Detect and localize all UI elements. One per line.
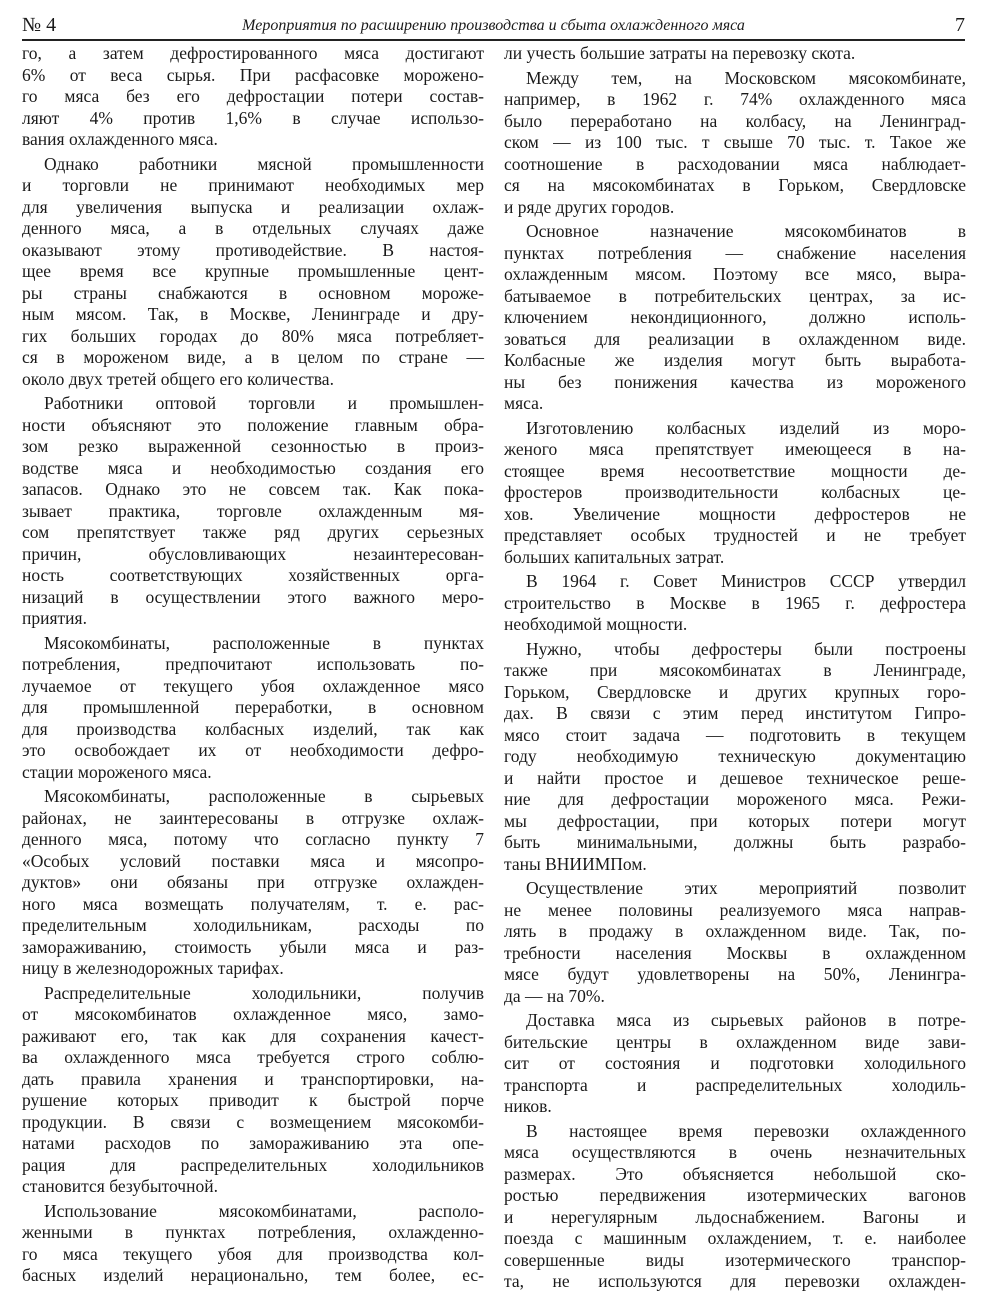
paragraph (22, 786, 484, 980)
text-line: рушение которых приводит к быстрой порче (22, 1090, 484, 1110)
text-line: натами расходов по замораживанию эта опе- (22, 1133, 484, 1153)
text-line: быть минимальными, должны быть разрабо- (504, 832, 966, 852)
text-line: ны без понижения качества из мороженого (504, 371, 966, 392)
text-line: ся в мороженом виде, а в целом по стране — (22, 347, 484, 367)
text-line: от мясокомбинатов охлажденное мясо, замо- (22, 1004, 484, 1024)
text-line: Основное назначение мясокомбинатов в (526, 221, 966, 241)
text-line: необходимой мощности. (504, 614, 688, 634)
text-line: пунктах потребления — снабжение населения (504, 242, 966, 263)
text-line: например, в 1962 г. 74% охлажденного мяса (504, 89, 966, 109)
text-line: также при мясокомбинатах в Ленинграде, (504, 660, 966, 680)
text-line: Однако работники мясной промышленности (44, 153, 484, 174)
text-line: транспорта и распределительных холодиль- (504, 1074, 966, 1095)
text-line: Распределительные холодильники, получив (44, 982, 484, 1003)
page-number: 7 (955, 14, 965, 36)
text-line: ли учесть большие затраты на перевозку скота. (504, 43, 856, 63)
paragraph (504, 43, 966, 65)
text-line: сит от состояния и подготовки холодильного (504, 1053, 966, 1073)
text-line: ском — из 100 тыс. т свыше 70 тыс. т. Такое же (504, 132, 966, 152)
text-line: го мяса текущего убоя для производства кол- (22, 1243, 484, 1264)
text-line: мы дефростации, при которых потери могут (504, 810, 966, 831)
text-line: ся на мясокомбинатах в Горьком, Свердловске (504, 175, 966, 195)
text-line: строительство в Москве в 1965 г. дефростера (504, 592, 966, 613)
text-line: ва охлажденного мяса требуется строго соблю- (22, 1047, 484, 1067)
text-line: для промышленной переработки, в основном (22, 697, 484, 717)
text-line: мясе будут удовлетворены на 50%, Ленингра- (504, 964, 966, 984)
text-line: лять в продажу в охлажденном виде. Так, по- (504, 921, 966, 941)
text-line: ростью передвижения изотермических вагонов (504, 1185, 966, 1205)
paragraph (22, 1201, 484, 1287)
text-line: требности населения Москвы в охлажденном (504, 942, 966, 963)
text-line: совершенные виды изотермического транспор- (504, 1249, 966, 1270)
text-line: становится безубыточной. (22, 1176, 218, 1196)
text-line: сом препятствует также ряд других серьезных (22, 522, 484, 542)
issue-number: № 4 (22, 14, 57, 36)
text-line: В настоящее время перевозки охлажденного (526, 1120, 966, 1141)
text-line: соотношение в расходовании мяса наблюдает- (504, 153, 966, 174)
text-line: рация для распределительных холодильников (22, 1154, 484, 1175)
text-line: пределительным холодильникам, расходы по (22, 915, 484, 935)
text-line: зоваться для реализации в охлажденном виде. (504, 328, 966, 349)
text-line: фростеров производительности колбасных це- (504, 482, 966, 502)
text-line: было переработано на колбасу, на Ленинград- (504, 110, 966, 131)
right-column (504, 43, 966, 1296)
paragraph (504, 68, 966, 219)
text-line: денного мяса, а в отдельных случаях даже (22, 218, 484, 238)
text-line: зом резко выраженной сезонностью в произ- (22, 436, 484, 456)
text-line: батываемое в потребительских центрах, за ис- (504, 285, 966, 306)
text-line: ницу в железнодорожных тарифах. (22, 958, 284, 978)
text-line: басных изделий нерационально, тем более, ес- (22, 1265, 484, 1285)
left-column (22, 43, 484, 1290)
text-line: хов. Увеличение мощности дефростеров не (504, 503, 966, 524)
text-line: мяса осуществляются в очень незначительных (504, 1142, 966, 1162)
paragraph (504, 1010, 966, 1118)
text-line: го мяса без его дефростации потери состав- (22, 86, 484, 106)
text-line: го, а затем дефростированного мяса достигают (22, 43, 484, 63)
paragraph (22, 393, 484, 630)
text-line: Между тем, на Московском мясокомбинате, (526, 67, 966, 88)
header-rule (22, 39, 965, 41)
text-line: районах, не заинтересованы в отгрузке охлаж- (22, 807, 484, 828)
text-line: Мясокомбинаты, расположенные в пунктах (44, 632, 484, 653)
text-line: бительские центры в охлажденном виде зави- (504, 1031, 966, 1052)
text-line: Мясокомбинаты, расположенные в сырьевых (44, 786, 484, 806)
text-line: щее время все крупные промышленные цент- (22, 261, 484, 281)
text-line: ние для дефростации мороженого мяса. Режи- (504, 789, 966, 809)
text-line: для увеличения выпуска и реализации охлаж- (22, 196, 484, 217)
text-line: Использование мясокомбинатами, располо- (44, 1200, 484, 1221)
running-title: Мероприятия по расширению производства и сбыта охлажденного мяса (242, 17, 745, 34)
text-line: ры страны снабжаются в основном мороже- (22, 282, 484, 303)
text-line: размерах. Это объясняется небольшой ско- (504, 1163, 966, 1184)
text-line: дуктов» они обязаны при отгрузке охлажден- (22, 872, 484, 892)
text-line: запасов. Однако это не совсем так. Как пока- (22, 479, 484, 499)
text-line: ключением некондиционного, должно исполь- (504, 307, 966, 327)
text-line: и ряде других городов. (504, 196, 675, 217)
paragraph (504, 221, 966, 415)
text-line: Доставка мяса из сырьевых районов в потре- (526, 1010, 966, 1030)
text-line: Колбасные же изделия могут быть выработа- (504, 350, 966, 370)
text-line: причин, обусловливающих незаинтересован- (22, 543, 484, 564)
text-line: дах. В связи с этим перед институтом Гипро- (504, 703, 966, 723)
text-line: зывает практика, торговле охлажденным мя- (22, 500, 484, 521)
text-line: представляет особых трудностей и не требует (504, 525, 966, 545)
text-line: Нужно, чтобы дефростеры были построены (526, 638, 966, 659)
text-line: 6% от веса сырья. При расфасовке морожено- (22, 64, 484, 85)
text-line: лучаемое от текущего убоя охлажденное мясо (22, 675, 484, 696)
text-line: Осуществление этих мероприятий позволит (526, 878, 966, 898)
text-line: дать правила хранения и транспортировки, на- (22, 1068, 484, 1089)
text-line: водстве мяса и необходимостью создания его (22, 457, 484, 478)
text-line: поезда с машинным охлаждением, т. е. наиболее (504, 1228, 966, 1248)
text-line: для производства колбасных изделий, так как (22, 718, 484, 739)
paragraph (22, 43, 484, 151)
paragraph (504, 571, 966, 636)
text-line: это освобождает их от необходимости дефро- (22, 740, 484, 760)
text-line: продукции. В связи с возмещением мясокомби- (22, 1111, 484, 1132)
page-header (22, 8, 965, 38)
text-line: замораживанию, стоимость убыли мяса и раз- (22, 936, 484, 957)
text-line: около двух третей общего его количества. (22, 368, 334, 389)
text-line: стоящее время несоответствие мощности де- (504, 460, 966, 481)
text-line: приятия. (22, 608, 87, 628)
text-line: и торговли не принимают необходимых мер (22, 175, 484, 195)
text-line: не менее половины реализуемого мяса направ- (504, 899, 966, 920)
paragraph (504, 639, 966, 876)
text-line: ности объясняют это положение главным обра- (22, 414, 484, 435)
text-line: стации мороженого мяса. (22, 761, 212, 782)
text-line: таны ВНИИМПом. (504, 853, 647, 874)
paragraph (504, 1121, 966, 1293)
text-line: мясо стоит задача — подготовить в текущем (504, 724, 966, 745)
text-line: оказывают этому противодействие. В настоя- (22, 239, 484, 260)
paragraph (22, 983, 484, 1198)
text-line: женого мяса препятствует имеющееся в на- (504, 439, 966, 459)
text-line: Работники оптовой торговли и промышлен- (44, 393, 484, 413)
text-line: ного мяса возмещать получателям, т. е. рас- (22, 893, 484, 914)
text-line: ляют 4% против 1,6% в случае использо- (22, 107, 484, 128)
text-line: вания охлажденного мяса. (22, 129, 218, 149)
text-line: ников. (504, 1096, 552, 1116)
paragraph (504, 418, 966, 569)
text-line: и нерегулярным льдоснабжением. Вагоны и (504, 1206, 966, 1227)
text-line: низаций в осуществлении этого важного меро- (22, 586, 484, 607)
text-line: ность соответствующих хозяйственных орга- (22, 565, 484, 585)
text-line: потребления, предпочитают использовать по- (22, 654, 484, 674)
text-line: В 1964 г. Совет Министров СССР утвердил (526, 571, 966, 591)
text-line: охлажденным мясом. Поэтому все мясо, выра- (504, 264, 966, 284)
text-line: да — на 70%. (504, 985, 605, 1006)
text-line: денного мяса, потому что согласно пункту 7 (22, 829, 484, 849)
text-line: Изготовлению колбасных изделий из моро- (526, 417, 966, 438)
text-line: гих больших городах до 80% мяса потребляет- (22, 325, 484, 346)
paragraph (22, 154, 484, 391)
text-line: больших капитальных затрат. (504, 546, 725, 567)
text-line: и найти простое и дешевое техническое реше- (504, 767, 966, 788)
text-line: мяса. (504, 393, 544, 413)
text-line: та, не используются для перевозки охлажден- (504, 1271, 966, 1291)
paragraph (22, 633, 484, 784)
text-line: Горьком, Свердловске и других крупных горо- (504, 681, 966, 702)
text-line: «Особых условий поставки мяса и мясопро- (22, 850, 484, 871)
text-line: году необходимую техническую документацию (504, 746, 966, 766)
text-line: ным мясом. Так, в Москве, Ленинграде и дру- (22, 304, 484, 324)
text-line: раживают его, так как для сохранения качест- (22, 1025, 484, 1046)
paragraph (504, 878, 966, 1007)
text-line: женными в пунктах потребления, охлажденно- (22, 1222, 484, 1242)
